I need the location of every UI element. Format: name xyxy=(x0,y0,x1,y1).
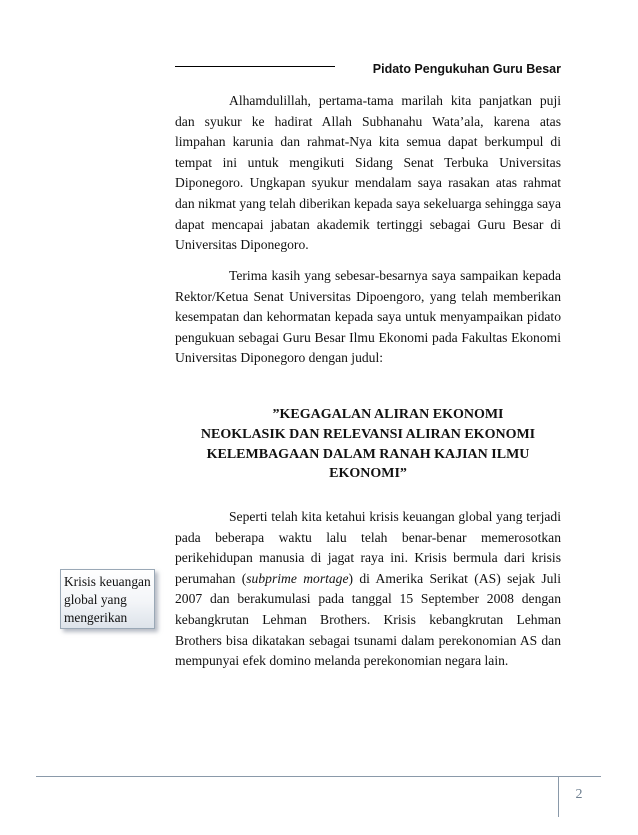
paragraph-text-part: ) di Amerika Serikat (AS) sejak Juli 2007 dan berakumulasi pada tanggal 15 September 2008 dengan kebangkrutan Lehman Brothers. Krisis kebangkrutan Lehman Brothers bisa dikatakan sebagai tsunami dalam perekonomian AS dan mempunyai efek domino melanda perekonomian negara lain. xyxy=(175,570,561,669)
paragraph-text: Alhamdulillah, pertama-tama marilah kita panjatkan puji dan syukur ke hadirat Allah Subhanahu Wata’ala, karena atas limpahan karunia dan rahmat-Nya kita semua dapat berkumpul di tempat ini untuk mengikuti Sidang Senat Terbuka Universitas Diponegoro. Ungkapan syukur mendalam saya rasakan atas rahmat dan nikmat yang telah diberikan kepada saya sekeluarga sehingga saya dapat mencapai jabatan akademik tertinggi sebagai Guru Besar di Universitas Diponegoro. xyxy=(175,93,561,253)
margin-note-box xyxy=(60,569,155,629)
margin-note-text: Krisis keuangan global yang mengerikan xyxy=(64,574,151,625)
paragraph-crisis xyxy=(175,507,561,672)
running-header-title: Pidato Pengukuhan Guru Besar xyxy=(372,62,561,76)
italic-term: subprime mortage xyxy=(246,570,349,586)
speech-title-line: ”KEGAGALAN ALIRAN EKONOMI xyxy=(272,407,504,422)
speech-title-line: KELEMBAGAAN DALAM RANAH KAJIAN ILMU xyxy=(206,446,530,462)
speech-title-line: EKONOMI” xyxy=(329,466,407,482)
paragraph-text: Terima kasih yang sebesar-besarnya saya sampaikan kepada Rektor/Ketua Senat Universitas Dipoengoro, yang telah memberikan kesempatan dan kehormatan kepada saya untuk menyampaikan pidato pengukuan sebagai Guru Besar Ilmu Ekonomi pada Fakultas Ekonomi Universitas Diponegoro dengan judul: xyxy=(175,268,561,366)
footer-rule xyxy=(36,776,558,777)
paragraph-text-part: Seperti telah kita ketahui krisis keuangan global yang terjadi pada beberapa waktu lalu telah benar-benar memerosotkan perikehidupan manusia di jagat raya ini. Krisis bermula dari krisis perumahan ( xyxy=(175,509,561,586)
paragraph-opening xyxy=(175,91,561,256)
paragraph-thanks xyxy=(175,266,561,369)
paragraph-text xyxy=(175,507,561,672)
page-number: 2 xyxy=(575,787,583,802)
header-rule xyxy=(175,66,335,67)
speech-title xyxy=(175,405,561,484)
speech-title-line: NEOKLASIK DAN RELEVANSI ALIRAN EKONOMI xyxy=(200,426,536,442)
